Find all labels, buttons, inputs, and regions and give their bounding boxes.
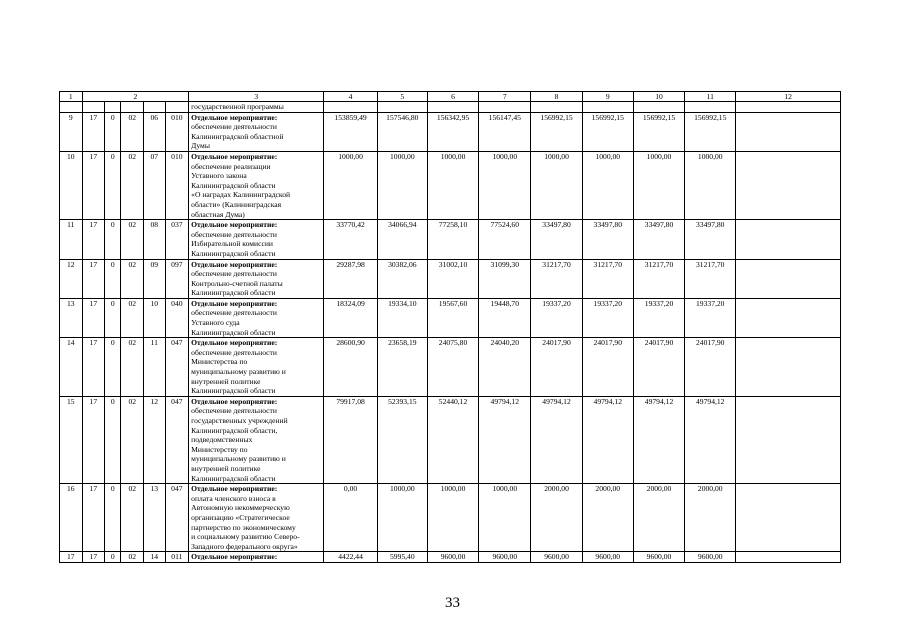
description-line: муниципальному развитию и: [191, 454, 286, 464]
value-cell: 33770,42: [324, 220, 377, 259]
description-cell: [189, 112, 324, 151]
value-cell: 2000,00: [633, 484, 684, 552]
code-cell: 0: [105, 338, 121, 397]
description-line: «О наградах Калининградской: [191, 190, 291, 200]
column-header: 8: [531, 92, 582, 102]
measure-title: Отдельное мероприятие:: [191, 151, 278, 161]
description-line: подведомственных: [191, 435, 253, 445]
description-line: Калининградской области: [191, 327, 276, 337]
value-cell: 29287,98: [324, 259, 377, 298]
description-line: муниципальному развитию и: [191, 367, 286, 377]
code-cell: 047: [165, 484, 189, 552]
table-cell: [427, 102, 478, 113]
continuation-row: [60, 102, 841, 113]
value-cell: 52440,12: [427, 396, 478, 483]
code-cell: 02: [121, 338, 144, 397]
value-cell: 33497,80: [531, 220, 582, 259]
table-cell: [582, 102, 633, 113]
value-cell: 2000,00: [531, 484, 582, 552]
row-number-cell: 10: [60, 151, 83, 219]
table-cell: [736, 396, 841, 483]
table-row: [60, 338, 841, 397]
value-cell: 1000,00: [685, 151, 736, 219]
description-cell: [189, 396, 324, 483]
value-cell: 23658,19: [377, 338, 427, 397]
value-cell: 33497,80: [685, 220, 736, 259]
table-cell: [479, 102, 531, 113]
value-cell: 9600,00: [633, 552, 684, 563]
description-cell: [189, 552, 324, 563]
code-cell: 02: [121, 298, 144, 337]
value-cell: 156992,15: [685, 112, 736, 151]
value-cell: 1000,00: [633, 151, 684, 219]
description-line: Думы: [191, 141, 210, 151]
value-cell: 49794,12: [479, 396, 531, 483]
description-line: Избирательной комиссии: [191, 239, 273, 249]
value-cell: 24017,90: [633, 338, 684, 397]
code-cell: 06: [144, 112, 166, 151]
column-header: 12: [736, 92, 841, 102]
value-cell: 4422,44: [324, 552, 377, 563]
value-cell: 1000,00: [377, 151, 427, 219]
description-line: обеспечение деятельности: [191, 269, 277, 279]
table-row: [60, 396, 841, 483]
column-header: 11: [685, 92, 736, 102]
description-line: Уставного суда: [191, 318, 240, 328]
value-cell: 49794,12: [685, 396, 736, 483]
description-line: Калининградской области: [191, 473, 276, 483]
column-header: 5: [377, 92, 427, 102]
value-cell: 31002,10: [427, 259, 478, 298]
code-cell: 17: [82, 151, 105, 219]
value-cell: 24017,90: [531, 338, 582, 397]
table-cell: [736, 112, 841, 151]
table-cell: [736, 552, 841, 563]
table-cell: [685, 102, 736, 113]
value-cell: 1000,00: [427, 484, 478, 552]
description-line: и социальному развитию Северо-: [191, 532, 300, 542]
description-line: Калининградской области: [191, 180, 276, 190]
value-cell: 19567,60: [427, 298, 478, 337]
column-header-row: [60, 92, 841, 102]
table-cell: [531, 102, 582, 113]
code-cell: 02: [121, 552, 144, 563]
value-cell: 1000,00: [531, 151, 582, 219]
description-line: внутренней политике: [191, 463, 261, 473]
value-cell: 52393,15: [377, 396, 427, 483]
description-line: Калининградской области: [191, 288, 276, 298]
column-header: 4: [324, 92, 377, 102]
column-header: 7: [479, 92, 531, 102]
measure-title: Отдельное мероприятие:: [191, 259, 278, 269]
table-row: [60, 484, 841, 552]
value-cell: 28600,90: [324, 338, 377, 397]
value-cell: 31217,70: [582, 259, 633, 298]
code-cell: 0: [105, 484, 121, 552]
table-cell: [736, 484, 841, 552]
value-cell: 31099,30: [479, 259, 531, 298]
description-line: Автономную некоммерческую: [191, 503, 290, 513]
table-cell: [144, 102, 166, 113]
value-cell: 1000,00: [427, 151, 478, 219]
value-cell: 33497,80: [633, 220, 684, 259]
table-cell: [105, 102, 121, 113]
code-cell: 010: [165, 112, 189, 151]
value-cell: 156342,95: [427, 112, 478, 151]
table-row: [60, 151, 841, 219]
code-cell: 047: [165, 338, 189, 397]
value-cell: 24040,20: [479, 338, 531, 397]
description-cell: [189, 484, 324, 552]
description-line: государственных учреждений: [191, 416, 288, 425]
page-number: 33: [445, 595, 460, 611]
value-cell: 1000,00: [479, 151, 531, 219]
description-line: Министерства по: [191, 357, 248, 367]
value-cell: 24017,90: [582, 338, 633, 397]
value-cell: 9600,00: [531, 552, 582, 563]
code-cell: 02: [121, 259, 144, 298]
code-cell: 13: [144, 484, 166, 552]
value-cell: 1000,00: [479, 484, 531, 552]
row-number-cell: 11: [60, 220, 83, 259]
value-cell: 31217,70: [531, 259, 582, 298]
code-cell: 011: [165, 552, 189, 563]
value-cell: 2000,00: [685, 484, 736, 552]
table-cell: [121, 102, 144, 113]
table-cell: [165, 102, 189, 113]
value-cell: 0,00: [324, 484, 377, 552]
table-row: [60, 298, 841, 337]
budget-table: [59, 91, 841, 563]
value-cell: 156147,45: [479, 112, 531, 151]
value-cell: 77524,60: [479, 220, 531, 259]
row-number-cell: 16: [60, 484, 83, 552]
code-cell: 0: [105, 396, 121, 483]
code-cell: 17: [82, 259, 105, 298]
code-cell: 010: [165, 151, 189, 219]
code-cell: 097: [165, 259, 189, 298]
measure-title: Отдельное мероприятие:: [191, 112, 278, 122]
value-cell: 34066,94: [377, 220, 427, 259]
code-cell: 17: [82, 220, 105, 259]
description-line: обеспечение деятельности: [191, 347, 277, 357]
measure-title: Отдельное мероприятие:: [191, 484, 278, 494]
value-cell: 9600,00: [427, 552, 478, 563]
description-cell: [189, 298, 324, 337]
code-cell: 12: [144, 396, 166, 483]
description-line: Калининградской области: [191, 386, 276, 396]
description-line: Калининградской областной: [191, 131, 284, 141]
description-cell: [189, 220, 324, 259]
code-cell: 040: [165, 298, 189, 337]
value-cell: 156992,15: [531, 112, 582, 151]
table-cell: [736, 151, 841, 219]
column-header: 6: [427, 92, 478, 102]
value-cell: 156992,15: [582, 112, 633, 151]
value-cell: 1000,00: [582, 151, 633, 219]
description-line: области» (Калининградская: [191, 199, 282, 209]
table-row: [60, 112, 841, 151]
description-line: внутренней политике: [191, 376, 261, 386]
code-cell: 0: [105, 552, 121, 563]
value-cell: 31217,70: [685, 259, 736, 298]
code-cell: 17: [82, 338, 105, 397]
description-line: Уставного закона: [191, 171, 247, 181]
code-cell: 02: [121, 396, 144, 483]
code-cell: 17: [82, 298, 105, 337]
code-cell: 02: [121, 484, 144, 552]
row-number-cell: 12: [60, 259, 83, 298]
value-cell: 19337,20: [582, 298, 633, 337]
description-line: обеспечение реализации: [191, 161, 271, 171]
value-cell: 19337,20: [633, 298, 684, 337]
row-number-cell: 17: [60, 552, 83, 563]
description-line: Западного федерального округа»: [191, 541, 298, 551]
code-cell: 11: [144, 338, 166, 397]
description-line: оплата членского взноса в: [191, 493, 276, 503]
table-cell: [60, 102, 83, 113]
value-cell: 19337,20: [531, 298, 582, 337]
value-cell: 24075,80: [427, 338, 478, 397]
value-cell: 1000,00: [377, 484, 427, 552]
column-header: 3: [189, 92, 324, 102]
description-line: обеспечение деятельности: [191, 406, 277, 416]
table-cell: [324, 102, 377, 113]
row-number-cell: 15: [60, 396, 83, 483]
code-cell: 17: [82, 484, 105, 552]
code-cell: 07: [144, 151, 166, 219]
table-cell: [736, 259, 841, 298]
code-cell: 0: [105, 151, 121, 219]
table-cell: [736, 298, 841, 337]
value-cell: 157546,80: [377, 112, 427, 151]
value-cell: 156992,15: [633, 112, 684, 151]
description-line: Министерству по: [191, 444, 248, 454]
table-cell: [736, 220, 841, 259]
code-cell: 17: [82, 112, 105, 151]
description-line: обеспечение деятельности: [191, 308, 277, 318]
description-line: Калининградской области: [191, 248, 276, 258]
measure-title: Отдельное мероприятие:: [191, 396, 278, 406]
code-cell: 0: [105, 220, 121, 259]
value-cell: 33497,80: [582, 220, 633, 259]
description-cell: [189, 151, 324, 219]
table-cell: [736, 338, 841, 397]
measure-title: Отдельное мероприятие:: [191, 298, 278, 308]
column-header: 10: [633, 92, 684, 102]
code-cell: 17: [82, 552, 105, 563]
description-line: обеспечение деятельности: [191, 122, 277, 132]
description-line: Контрольно-счетной палаты: [191, 278, 283, 288]
code-cell: 047: [165, 396, 189, 483]
value-cell: 24017,90: [685, 338, 736, 397]
description-line: обеспечение деятельности: [191, 229, 277, 239]
value-cell: 79917,08: [324, 396, 377, 483]
column-header: 2: [82, 92, 189, 102]
code-cell: 08: [144, 220, 166, 259]
row-number-cell: 9: [60, 112, 83, 151]
code-cell: 14: [144, 552, 166, 563]
value-cell: 18324,09: [324, 298, 377, 337]
value-cell: 49794,12: [582, 396, 633, 483]
column-header: 1: [60, 92, 83, 102]
value-cell: 19334,10: [377, 298, 427, 337]
measure-title: Отдельное мероприятие:: [191, 338, 278, 348]
value-cell: 2000,00: [582, 484, 633, 552]
code-cell: 10: [144, 298, 166, 337]
code-cell: 0: [105, 298, 121, 337]
description-line: областная Дума): [191, 209, 245, 219]
table-cell: [377, 102, 427, 113]
code-cell: 02: [121, 112, 144, 151]
description-cell: [189, 338, 324, 397]
code-cell: 09: [144, 259, 166, 298]
table-row: [60, 220, 841, 259]
table-cell: [633, 102, 684, 113]
value-cell: 49794,12: [633, 396, 684, 483]
value-cell: 30382,06: [377, 259, 427, 298]
value-cell: 19337,20: [685, 298, 736, 337]
table-cell: [736, 102, 841, 113]
code-cell: 02: [121, 151, 144, 219]
code-cell: 17: [82, 396, 105, 483]
table-cell: [82, 102, 105, 113]
value-cell: 9600,00: [685, 552, 736, 563]
measure-title: Отдельное мероприятие:: [191, 552, 278, 562]
value-cell: 31217,70: [633, 259, 684, 298]
description-line: партнерство по экономическому: [191, 522, 296, 532]
code-cell: 0: [105, 112, 121, 151]
value-cell: 9600,00: [582, 552, 633, 563]
measure-title: Отдельное мероприятие:: [191, 220, 278, 230]
description-cell: [189, 259, 324, 298]
description-line: организацию «Стратегическое: [191, 512, 290, 522]
row-number-cell: 14: [60, 338, 83, 397]
continuation-text: государственной программы: [189, 102, 324, 113]
description-line: Калининградской области,: [191, 425, 278, 435]
row-number-cell: 13: [60, 298, 83, 337]
value-cell: 9600,00: [479, 552, 531, 563]
column-header: 9: [582, 92, 633, 102]
value-cell: 49794,12: [531, 396, 582, 483]
value-cell: 77258,10: [427, 220, 478, 259]
value-cell: 5995,40: [377, 552, 427, 563]
code-cell: 02: [121, 220, 144, 259]
value-cell: 1000,00: [324, 151, 377, 219]
table-row: [60, 259, 841, 298]
value-cell: 19448,70: [479, 298, 531, 337]
code-cell: 0: [105, 259, 121, 298]
code-cell: 037: [165, 220, 189, 259]
table-row: [60, 552, 841, 563]
value-cell: 153859,49: [324, 112, 377, 151]
